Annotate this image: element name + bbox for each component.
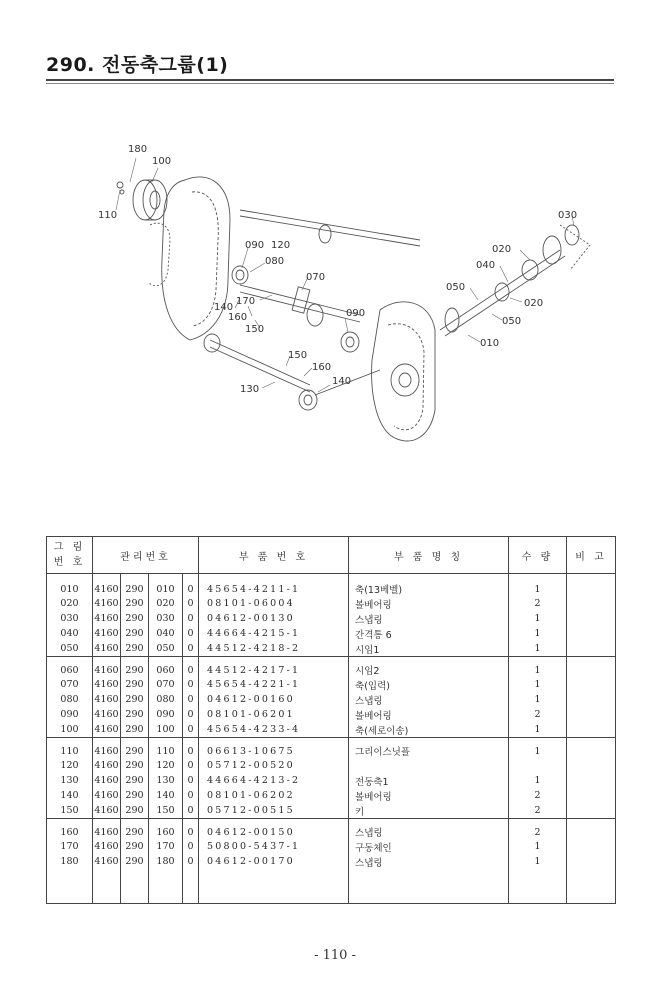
qty-cell: 2 — [509, 707, 567, 722]
qty-cell: 1 — [509, 574, 567, 597]
empty-cell — [509, 869, 567, 904]
mgmt-no-2-cell: 290 — [121, 773, 149, 788]
mgmt-no-3-cell: 170 — [149, 839, 183, 854]
part-name-cell: 볼베어링 — [349, 788, 509, 803]
parts-table-body — [47, 574, 616, 904]
table-row — [47, 641, 616, 657]
page-title: 290. 전동축그룹(1) — [46, 54, 229, 76]
qty-cell: 1 — [509, 626, 567, 641]
remarks-cell — [567, 722, 616, 738]
fig-no-cell: 010 — [47, 574, 93, 597]
qty-cell: 1 — [509, 657, 567, 678]
part-name-cell: 볼베어링 — [349, 596, 509, 611]
part-no-cell: 45654-4221-1 — [199, 677, 349, 692]
mgmt-no-2-cell: 290 — [121, 839, 149, 854]
callout-050b: 050 — [502, 316, 522, 327]
fig-no-cell: 140 — [47, 788, 93, 803]
callout-110: 110 — [98, 210, 118, 221]
mgmt-no-1-cell: 4160 — [94, 841, 119, 852]
callout-080: 080 — [265, 256, 285, 267]
part-no-cell: 04612-00160 — [199, 692, 349, 707]
callout-010: 010 — [480, 338, 500, 349]
mgmt-no-1-cell: 4160 — [94, 856, 119, 867]
fig-no-cell: 070 — [47, 677, 93, 692]
part-name-cell: 축(세로이송) — [349, 722, 509, 738]
remarks-cell — [567, 788, 616, 803]
qty-cell: 1 — [509, 839, 567, 854]
part-no-cell: 44512-4218-2 — [199, 641, 349, 657]
table-filler-row — [47, 869, 616, 904]
callout-150b: 150 — [288, 350, 308, 361]
part-no-cell: 50800-5437-1 — [199, 839, 349, 854]
mgmt-no-3-cell: 130 — [149, 773, 183, 788]
part-name-cell: 스냅링 — [349, 611, 509, 626]
callout-090b: 090 — [346, 308, 366, 319]
callout-090: 090 — [245, 240, 265, 251]
mgmt-no-4-cell: 0 — [183, 839, 199, 854]
part-no-cell: 45654-4233-4 — [199, 722, 349, 738]
header-fig-no-line2: 번 호 — [53, 557, 86, 568]
mgmt-no-1-cell: 4160 — [93, 803, 121, 819]
part-name-cell: 스냅링 — [349, 692, 509, 707]
callout-050: 050 — [446, 282, 466, 293]
qty-cell: 1 — [509, 722, 567, 738]
mgmt-no-2-cell: 290 — [121, 803, 149, 819]
part-name-cell: 스냅링 — [349, 819, 509, 840]
mgmt-no-4-cell: 0 — [183, 677, 199, 692]
part-name-cell: 구동체인 — [349, 839, 509, 854]
table-row — [47, 574, 616, 597]
mgmt-no-1-cell: 4160 — [94, 709, 119, 720]
mgmt-no-1-cell: 4160 — [94, 598, 119, 609]
callout-120: 120 — [271, 240, 291, 251]
remarks-cell — [567, 738, 616, 759]
mgmt-no-4-cell: 0 — [183, 788, 199, 803]
mgmt-no-1-cell: 4160 — [94, 628, 119, 639]
fig-no-cell: 020 — [47, 596, 93, 611]
table-row — [47, 626, 616, 641]
remarks-cell — [567, 626, 616, 641]
table-row — [47, 677, 616, 692]
qty-cell: 2 — [509, 596, 567, 611]
part-no-cell: 44664-4213-2 — [199, 773, 349, 788]
part-no-cell: 44512-4217-1 — [199, 657, 349, 678]
callout-180: 180 — [128, 144, 148, 155]
qty-cell: 1 — [509, 738, 567, 759]
mgmt-no-2-cell: 290 — [121, 692, 149, 707]
remarks-cell — [567, 657, 616, 678]
remarks-cell — [567, 596, 616, 611]
qty-cell: 1 — [509, 773, 567, 788]
callout-070: 070 — [306, 272, 326, 283]
header-part-no: 부 품 번 호 — [199, 537, 349, 574]
remarks-cell — [567, 707, 616, 722]
callout-130: 130 — [240, 384, 260, 395]
mgmt-no-4-cell: 0 — [183, 641, 199, 657]
fig-no-cell: 050 — [47, 641, 93, 657]
empty-cell — [149, 869, 183, 904]
mgmt-no-3-cell: 180 — [149, 854, 183, 869]
fig-no-cell: 060 — [47, 657, 93, 678]
mgmt-no-3-cell: 010 — [149, 574, 183, 597]
mgmt-no-2-cell: 290 — [121, 819, 149, 840]
fig-no-cell: 090 — [47, 707, 93, 722]
qty-cell: 1 — [509, 611, 567, 626]
table-row — [47, 758, 616, 773]
part-no-cell: 44664-4215-1 — [199, 626, 349, 641]
mgmt-no-2-cell: 290 — [121, 788, 149, 803]
mgmt-no-2-cell: 290 — [121, 657, 149, 678]
mgmt-no-4-cell: 0 — [183, 722, 199, 738]
mgmt-no-1-cell: 4160 — [93, 657, 121, 678]
mgmt-no-4-cell: 0 — [183, 707, 199, 722]
table-row — [47, 788, 616, 803]
header-mgmt-no: 관리번호 — [93, 537, 199, 574]
mgmt-no-4-cell: 0 — [183, 773, 199, 788]
part-name-cell: 볼베어링 — [349, 707, 509, 722]
mgmt-no-1-cell: 4160 — [93, 641, 121, 657]
mgmt-no-4-cell: 0 — [183, 611, 199, 626]
callout-170: 170 — [236, 296, 256, 307]
mgmt-no-4-cell: 0 — [183, 657, 199, 678]
mgmt-no-2-cell: 290 — [121, 758, 149, 773]
mgmt-no-1-cell: 4160 — [93, 722, 121, 738]
callout-030: 030 — [558, 210, 578, 221]
mgmt-no-2-cell: 290 — [121, 641, 149, 657]
callout-040: 040 — [476, 260, 496, 271]
part-name-cell: 간격통 6 — [349, 626, 509, 641]
callout-020b: 020 — [524, 298, 544, 309]
empty-cell — [121, 869, 149, 904]
remarks-cell — [567, 839, 616, 854]
mgmt-no-1-cell: 4160 — [94, 790, 119, 801]
callout-020: 020 — [492, 244, 512, 255]
remarks-cell — [567, 692, 616, 707]
remarks-cell — [567, 773, 616, 788]
mgmt-no-3-cell: 100 — [149, 722, 183, 738]
callout-100: 100 — [152, 156, 172, 167]
part-name-cell: 시임2 — [349, 657, 509, 678]
mgmt-no-3-cell: 050 — [149, 641, 183, 657]
mgmt-no-2-cell: 290 — [121, 574, 149, 597]
mgmt-no-1-cell: 4160 — [94, 775, 119, 786]
callout-150: 150 — [245, 324, 265, 335]
mgmt-no-2-cell: 290 — [121, 738, 149, 759]
mgmt-no-3-cell: 150 — [149, 803, 183, 819]
fig-no-cell: 170 — [47, 839, 93, 854]
part-no-cell: 08101-06201 — [199, 707, 349, 722]
callout-140: 140 — [214, 302, 234, 313]
fig-no-cell: 160 — [47, 819, 93, 840]
fig-no-cell: 110 — [47, 738, 93, 759]
qty-cell: 1 — [509, 854, 567, 869]
mgmt-no-3-cell: 060 — [149, 657, 183, 678]
mgmt-no-2-cell: 290 — [121, 596, 149, 611]
remarks-cell — [567, 758, 616, 773]
remarks-cell — [567, 574, 616, 597]
table-row — [47, 819, 616, 840]
part-no-cell: 04612-00150 — [199, 819, 349, 840]
part-no-cell: 06613-10675 — [199, 738, 349, 759]
mgmt-no-1-cell: 4160 — [93, 738, 121, 759]
page-number: - 110 - — [314, 948, 356, 963]
mgmt-no-4-cell: 0 — [183, 819, 199, 840]
mgmt-no-3-cell: 080 — [149, 692, 183, 707]
qty-cell: 1 — [509, 692, 567, 707]
mgmt-no-3-cell: 090 — [149, 707, 183, 722]
mgmt-no-3-cell: 070 — [149, 677, 183, 692]
part-name-cell: 스냅링 — [349, 854, 509, 869]
mgmt-no-2-cell: 290 — [121, 626, 149, 641]
header-fig-no-line1: 그 림 — [53, 542, 86, 553]
table-row — [47, 657, 616, 678]
table-row — [47, 803, 616, 819]
qty-cell: 1 — [509, 641, 567, 657]
mgmt-no-4-cell: 0 — [183, 738, 199, 759]
empty-cell — [47, 869, 93, 904]
table-row — [47, 707, 616, 722]
part-name-cell: 그리이스닛플 — [349, 738, 509, 759]
mgmt-no-3-cell: 030 — [149, 611, 183, 626]
part-name-cell: 키 — [349, 803, 509, 819]
empty-cell — [567, 869, 616, 904]
mgmt-no-1-cell: 4160 — [93, 574, 121, 597]
mgmt-no-3-cell: 040 — [149, 626, 183, 641]
table-header-row — [47, 537, 616, 574]
mgmt-no-2-cell: 290 — [121, 611, 149, 626]
table-row — [47, 773, 616, 788]
callout-160b: 160 — [312, 362, 332, 373]
mgmt-no-3-cell: 120 — [149, 758, 183, 773]
header-part-name: 부 품 명 칭 — [349, 537, 509, 574]
mgmt-no-2-cell: 290 — [121, 677, 149, 692]
mgmt-no-1-cell: 4160 — [94, 613, 119, 624]
remarks-cell — [567, 803, 616, 819]
part-name-cell: 축(입력) — [349, 677, 509, 692]
empty-cell — [349, 869, 509, 904]
title-rule — [46, 79, 614, 81]
part-no-cell: 08101-06202 — [199, 788, 349, 803]
mgmt-no-1-cell: 4160 — [94, 760, 119, 771]
table-row — [47, 722, 616, 738]
exploded-parts-diagram — [90, 130, 620, 470]
mgmt-no-4-cell: 0 — [183, 803, 199, 819]
mgmt-no-1-cell: 4160 — [94, 694, 119, 705]
fig-no-cell: 120 — [47, 758, 93, 773]
part-name-cell: 시임1 — [349, 641, 509, 657]
fig-no-cell: 100 — [47, 722, 93, 738]
part-no-cell: 08101-06004 — [199, 596, 349, 611]
mgmt-no-2-cell: 290 — [121, 854, 149, 869]
mgmt-no-4-cell: 0 — [183, 854, 199, 869]
fig-no-cell: 030 — [47, 611, 93, 626]
part-name-cell: 전동축1 — [349, 773, 509, 788]
remarks-cell — [567, 677, 616, 692]
qty-cell — [509, 758, 567, 773]
fig-no-cell: 150 — [47, 803, 93, 819]
mgmt-no-3-cell: 110 — [149, 738, 183, 759]
fig-no-cell: 040 — [47, 626, 93, 641]
mgmt-no-4-cell: 0 — [183, 758, 199, 773]
mgmt-no-4-cell: 0 — [183, 574, 199, 597]
part-no-cell: 45654-4211-1 — [199, 574, 349, 597]
empty-cell — [199, 869, 349, 904]
part-no-cell: 05712-00520 — [199, 758, 349, 773]
table-row — [47, 596, 616, 611]
qty-cell: 1 — [509, 677, 567, 692]
qty-cell: 2 — [509, 788, 567, 803]
mgmt-no-3-cell: 160 — [149, 819, 183, 840]
qty-cell: 2 — [509, 803, 567, 819]
fig-no-cell: 130 — [47, 773, 93, 788]
table-row — [47, 692, 616, 707]
table-row — [47, 839, 616, 854]
part-no-cell: 04612-00170 — [199, 854, 349, 869]
empty-cell — [93, 869, 121, 904]
mgmt-no-4-cell: 0 — [183, 626, 199, 641]
part-name-cell — [349, 758, 509, 773]
qty-cell: 2 — [509, 819, 567, 840]
part-name-cell: 축(13베벨) — [349, 574, 509, 597]
mgmt-no-3-cell: 140 — [149, 788, 183, 803]
remarks-cell — [567, 854, 616, 869]
title-rule-thin — [46, 83, 614, 84]
remarks-cell — [567, 641, 616, 657]
part-no-cell: 04612-00130 — [199, 611, 349, 626]
remarks-cell — [567, 819, 616, 840]
header-qty: 수 량 — [509, 537, 567, 574]
table-row — [47, 738, 616, 759]
parts-table — [46, 536, 616, 904]
fig-no-cell: 180 — [47, 854, 93, 869]
mgmt-no-4-cell: 0 — [183, 692, 199, 707]
mgmt-no-1-cell: 4160 — [93, 819, 121, 840]
header-remarks: 비 고 — [567, 537, 616, 574]
callout-140b: 140 — [332, 376, 352, 387]
remarks-cell — [567, 611, 616, 626]
mgmt-no-2-cell: 290 — [121, 722, 149, 738]
table-row — [47, 611, 616, 626]
mgmt-no-1-cell: 4160 — [94, 679, 119, 690]
mgmt-no-3-cell: 020 — [149, 596, 183, 611]
table-row — [47, 854, 616, 869]
header-fig-no — [47, 537, 93, 574]
part-no-cell: 05712-00515 — [199, 803, 349, 819]
empty-cell — [183, 869, 199, 904]
mgmt-no-4-cell: 0 — [183, 596, 199, 611]
fig-no-cell: 080 — [47, 692, 93, 707]
mgmt-no-2-cell: 290 — [121, 707, 149, 722]
callout-160: 160 — [228, 312, 248, 323]
